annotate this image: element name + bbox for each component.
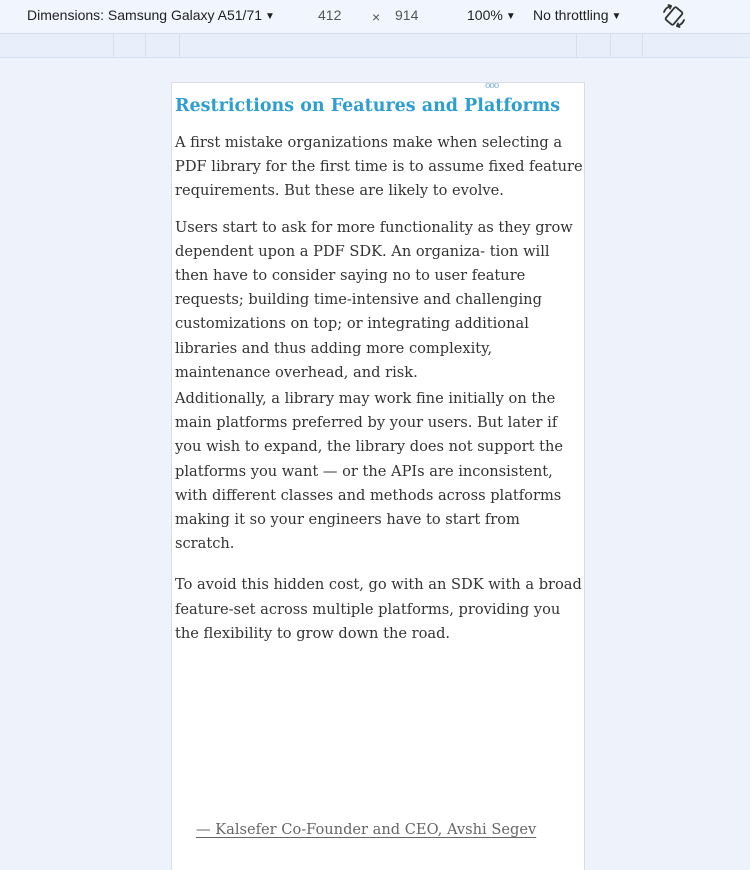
article-paragraph: Users start to ask for more functionality as they grow dependent upon a PDF SDK. An organiza- tion will then have to consider saying no to user feature requests; building time-intensive and challenging customizations on top; or integrating additional libraries and thus adding more complexity, maintenance overhead, and risk. <box>175 218 573 381</box>
article <box>175 95 583 658</box>
rotate-icon[interactable] <box>660 3 688 29</box>
article-paragraph: Additionally, a library may work fine initially on the main platforms preferred by your users. But later if you wish to expand, the library does not support the platforms you want — or the APIs are inconsistent, with different classes and methods across platforms making it so your engineers have to start from scratch. <box>175 390 564 553</box>
device-toolbar <box>0 0 750 34</box>
device-viewport <box>171 82 585 870</box>
article-title: Restrictions on Features and Platforms <box>175 96 561 116</box>
chevron-down-icon: ▼ <box>611 11 622 22</box>
article-paragraph: A first mistake organizations make when selecting a PDF library for the first time is to assume fixed feature requirements. But these are likely to evolve. <box>175 134 583 200</box>
times-icon: × <box>372 9 381 25</box>
zoom-label: 100% <box>467 7 503 23</box>
chevron-down-icon: ▼ <box>265 11 275 22</box>
chevron-down-icon: ▼ <box>505 11 516 22</box>
ruler-segment[interactable] <box>145 34 180 57</box>
article-paragraph: To avoid this hidden cost, go with an SDK with a broad feature-set across multiple platforms, providing you the flexibility to grow down the road. <box>175 576 582 642</box>
height-input[interactable]: 914 <box>395 7 419 23</box>
ruler-segment[interactable] <box>576 34 611 57</box>
zoom-dropdown[interactable] <box>467 7 516 23</box>
throttling-label: No throttling <box>533 7 609 23</box>
ruler-segment[interactable] <box>179 34 181 57</box>
width-input[interactable]: 412 <box>318 7 342 23</box>
media-query-ruler <box>0 34 750 58</box>
throttling-dropdown[interactable] <box>533 7 621 23</box>
logo-icon: ooo <box>485 81 499 91</box>
device-dimensions-dropdown[interactable] <box>27 7 275 23</box>
attribution-link[interactable]: — Kalsefer Co-Founder and CEO, Avshi Segev <box>196 821 537 838</box>
ruler-segment[interactable] <box>642 34 644 57</box>
ruler-segment[interactable] <box>610 34 643 57</box>
dimensions-label: Dimensions: Samsung Galaxy A51/71 <box>27 7 263 23</box>
ruler-segment[interactable] <box>113 34 146 57</box>
